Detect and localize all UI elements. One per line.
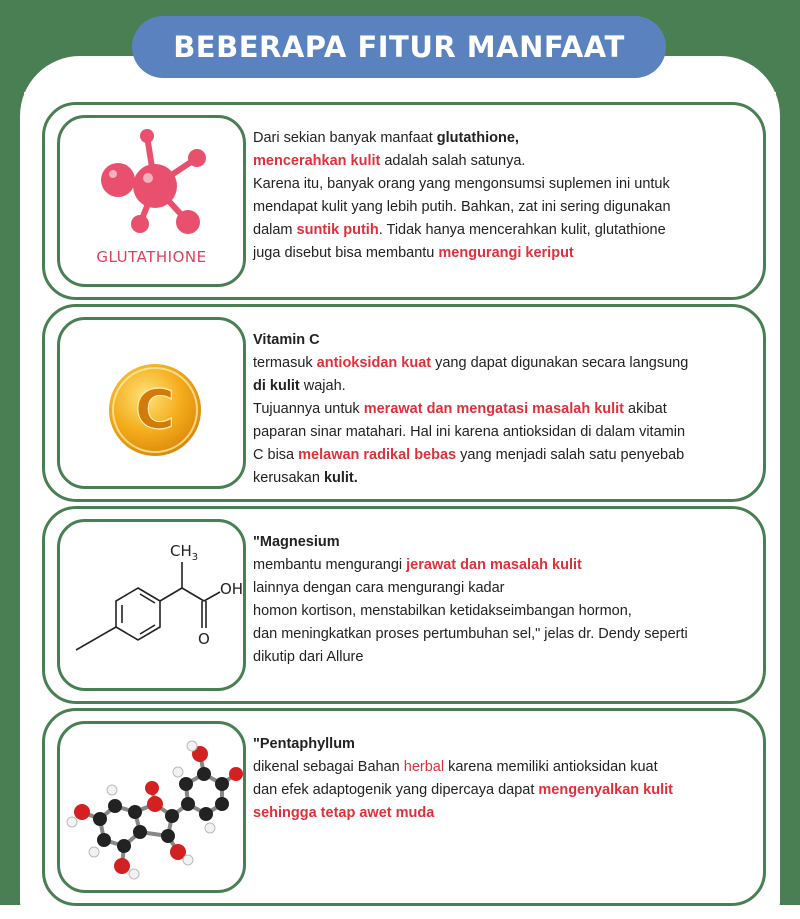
text-segment: "Pentaphyllum <box>253 736 355 752</box>
text-segment: akibat <box>624 401 667 417</box>
text-segment: dikutip dari Allure <box>253 649 364 665</box>
text-line <box>253 398 755 421</box>
text-line <box>253 623 755 646</box>
text-line <box>253 779 755 802</box>
highlight-text: jerawat dan masalah kulit <box>406 557 582 573</box>
text-line <box>253 150 755 173</box>
text-line <box>253 352 755 375</box>
ball-and-stick-molecule-icon <box>60 724 243 893</box>
icon-box <box>57 519 246 691</box>
highlight-text: suntik putih <box>296 222 379 238</box>
text-segment: C bisa <box>253 447 299 463</box>
text-segment: kulit. <box>323 470 358 486</box>
text-segment: dan meningkatkan proses pertumbuhan sel," jelas dr. Dendy seperti <box>253 626 688 642</box>
text-segment: karena memiliki antioksidan kuat <box>444 759 658 775</box>
text-segment: di kulit <box>253 378 300 394</box>
text-segment: Karena itu, banyak orang yang mengonsumsi suplemen ini untuk <box>253 176 670 192</box>
highlight-text: antioksidan kuat <box>316 355 432 371</box>
card-text <box>253 329 755 490</box>
highlight-text: melawan radikal bebas <box>298 447 457 463</box>
text-segment: herbal <box>403 759 445 775</box>
text-segment: yang dapat digunakan secara langsung <box>431 355 689 371</box>
highlight-text: mengenyalkan kulit <box>538 782 673 798</box>
text-segment: mendapat kulit yang lebih putih. Bahkan, zat ini sering digunakan <box>253 199 671 215</box>
text-segment: membantu mengurangi <box>253 557 407 573</box>
text-line <box>253 375 755 398</box>
text-segment: paparan sinar matahari. Hal ini karena antioksidan di dalam vitamin <box>253 424 686 440</box>
text-line <box>253 242 755 265</box>
text-line <box>253 600 755 623</box>
text-line <box>253 444 755 467</box>
text-line <box>253 467 755 490</box>
text-line <box>253 127 755 150</box>
text-line <box>253 733 755 756</box>
text-segment: termasuk <box>253 355 317 371</box>
text-segment: Vitamin C <box>253 332 320 348</box>
vitamin-c-icon <box>60 320 243 489</box>
text-segment: "Magnesium <box>253 534 340 550</box>
icon-box <box>57 317 246 489</box>
text-segment: . Tidak hanya mencerahkan kulit, glutathione <box>378 222 666 238</box>
card-text <box>253 531 755 669</box>
text-segment: adalah salah satunya. <box>380 153 526 169</box>
svg-text:CH3: $CH_3$ <box>170 542 199 563</box>
text-segment: dikenal sebagai Bahan <box>253 759 404 775</box>
svg-text:O: O <box>198 630 210 648</box>
text-line <box>253 421 755 444</box>
text-segment: dalam <box>253 222 297 238</box>
benefit-card-vitamin-c <box>42 304 766 502</box>
text-segment: kerusakan <box>253 470 324 486</box>
glutathione-label: GLUTATHIONE <box>96 248 207 266</box>
text-line <box>253 329 755 352</box>
highlight-text: merawat dan mengatasi masalah kulit <box>363 401 625 417</box>
text-line <box>253 173 755 196</box>
text-segment: dan efek adaptogenik yang dipercaya dapat <box>253 782 539 798</box>
text-line <box>253 219 755 242</box>
svg-text:C: C <box>135 378 175 441</box>
text-segment: lainnya dengan cara mengurangi kadar <box>253 580 505 596</box>
text-line <box>253 646 755 669</box>
page-title: BEBERAPA FITUR MANFAAT <box>132 16 666 78</box>
text-segment: homon kortison, menstabilkan ketidakseimbangan hormon, <box>253 603 632 619</box>
icon-box <box>57 721 246 893</box>
card-text <box>253 127 755 265</box>
molecule-icon <box>60 118 243 258</box>
highlight-text: mencerahkan kulit <box>253 153 381 169</box>
text-segment: yang menjadi salah satu penyebab <box>456 447 685 463</box>
chemical-structure-icon <box>60 522 243 691</box>
text-line <box>253 554 755 577</box>
svg-text:OH: OH <box>220 580 243 598</box>
benefit-card-glutathione <box>42 102 766 300</box>
icon-box <box>57 115 246 287</box>
text-line <box>253 196 755 219</box>
highlight-text: sehingga tetap awet muda <box>253 805 435 821</box>
text-line <box>253 577 755 600</box>
text-segment: Tujuannya untuk <box>253 401 364 417</box>
text-segment: Dari sekian banyak manfaat <box>253 130 437 146</box>
text-line <box>253 531 755 554</box>
text-segment: glutathione, <box>436 130 519 146</box>
benefit-card-pentaphyllum <box>42 708 766 906</box>
highlight-text: mengurangi keriput <box>438 245 574 261</box>
text-line <box>253 802 755 825</box>
text-segment: wajah. <box>299 378 346 394</box>
benefit-card-magnesium <box>42 506 766 704</box>
text-segment: juga disebut bisa membantu <box>253 245 439 261</box>
text-line <box>253 756 755 779</box>
card-text <box>253 733 755 825</box>
